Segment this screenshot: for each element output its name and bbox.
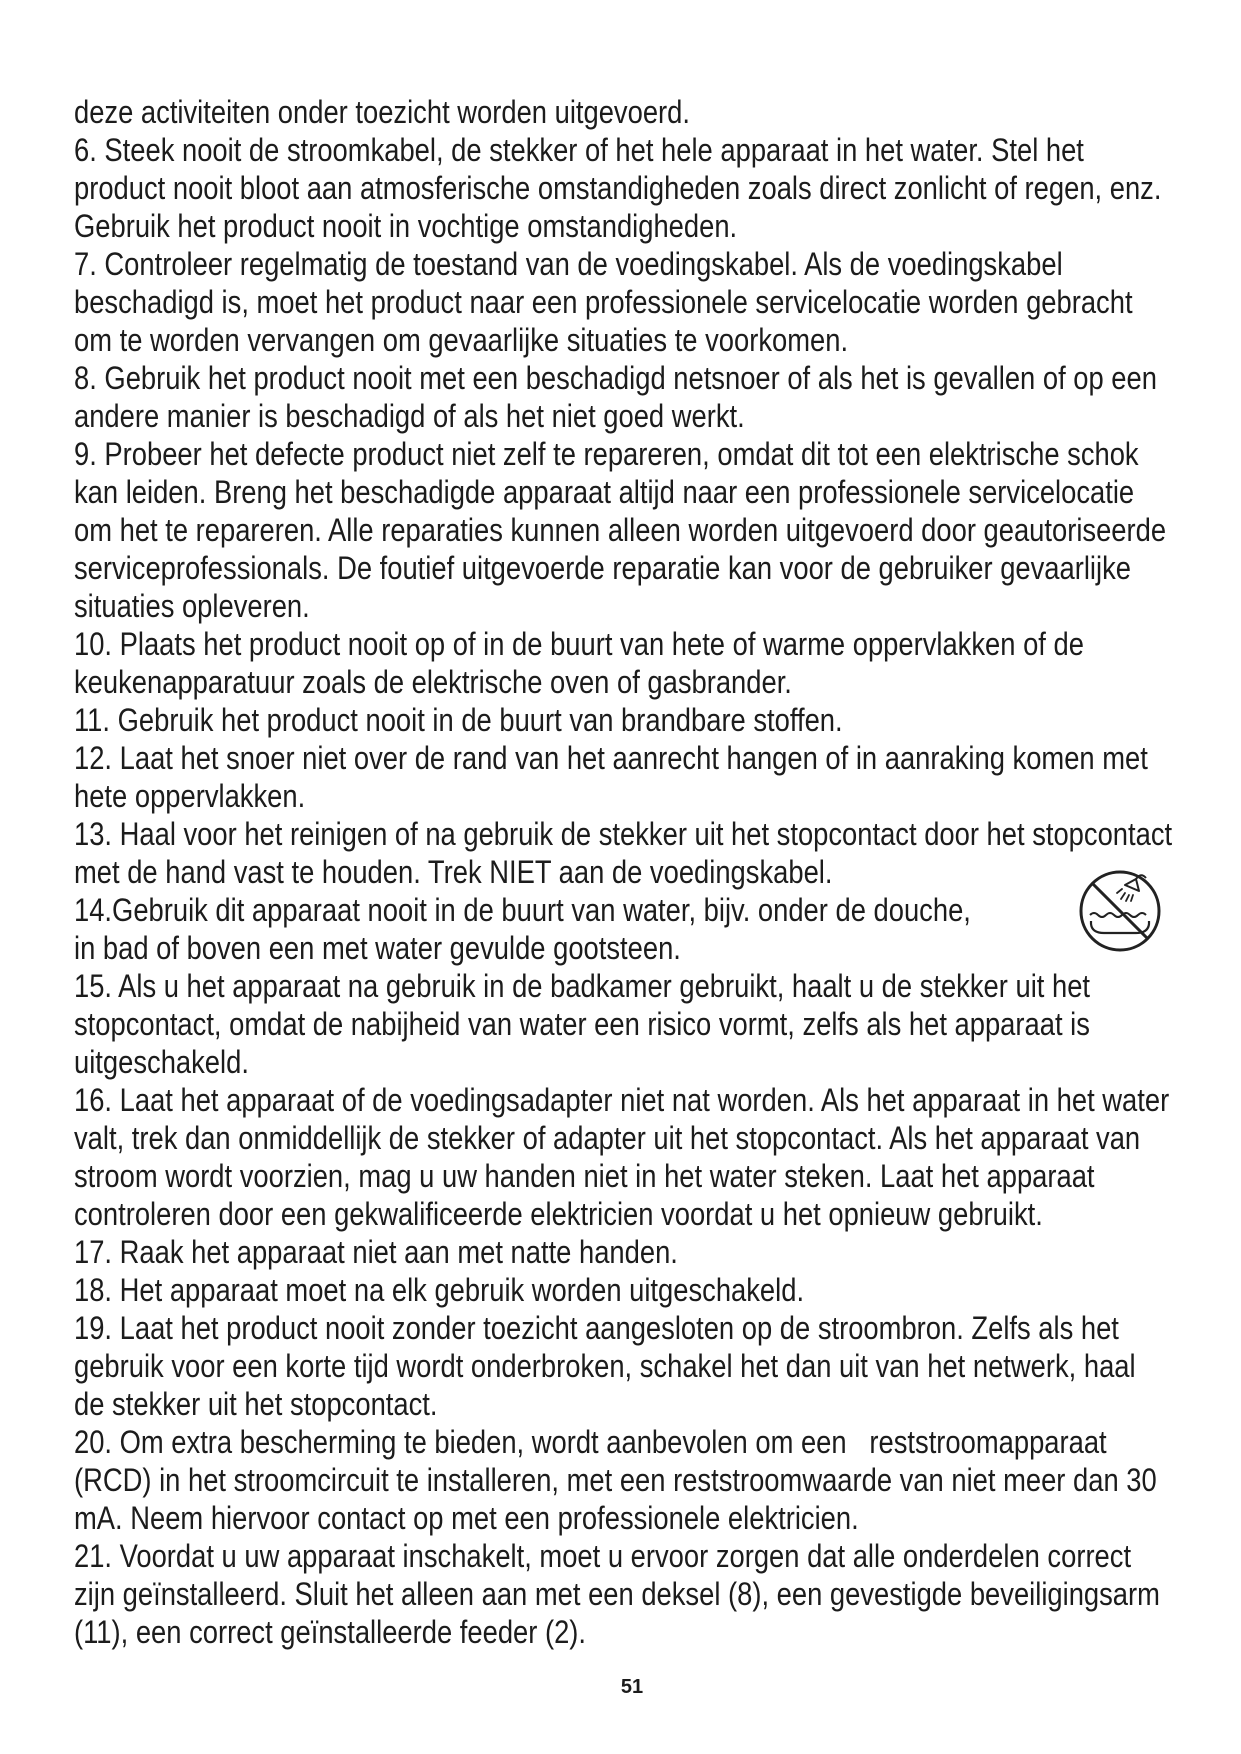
text-line: serviceprofessionals. De foutief uitgevoerde reparatie kan voor de gebruiker gevaarlijke [74,550,1131,586]
text-line: beschadigd is, moet het product naar een professionele servicelocatie worden gebracht [74,284,1133,320]
paragraph-continuation [74,93,1174,131]
text-line: zijn geïnstalleerd. Sluit het alleen aan met een deksel (8), een gevestigde beveiligingsarm [74,1576,1160,1612]
text-line: 16. Laat het apparaat of de voedingsadapter niet nat worden. Als het apparaat in het water [74,1082,1170,1118]
instruction-item-16 [74,1081,1174,1233]
text-line: 12. Laat het snoer niet over de rand van het aanrecht hangen of in aanraking komen met [74,740,1148,776]
text-line: met de hand vast te houden. Trek NIET aan de voedingskabel. [74,854,833,890]
text-line: (11), een correct geïnstalleerde feeder (2). [74,1614,586,1650]
text-line: 19. Laat het product nooit zonder toezicht aangesloten op de stroombron. Zelfs als het [74,1310,1119,1346]
instruction-item-11 [74,701,1174,739]
text-line: de stekker uit het stopcontact. [74,1386,438,1422]
text-line: 6. Steek nooit de stroomkabel, de stekker of het hele apparaat in het water. Stel het [74,132,1084,168]
text-line: product nooit bloot aan atmosferische omstandigheden zoals direct zonlicht of regen, enz. [74,170,1162,206]
text-line: mA. Neem hiervoor contact op met een professionele elektricien. [74,1500,859,1536]
safety-instructions [74,93,1174,1651]
instruction-item-19 [74,1309,1174,1423]
instruction-item-17 [74,1233,1174,1271]
text-line: hete oppervlakken. [74,778,306,814]
text-line: 17. Raak het apparaat niet aan met natte handen. [74,1234,678,1270]
instruction-item-9 [74,435,1174,625]
text-line: 7. Controleer regelmatig de toestand van de voedingskabel. Als de voedingskabel [74,246,1063,282]
text-line: 11. Gebruik het product nooit in de buurt van brandbare stoffen. [74,702,843,738]
text-line: Gebruik het product nooit in vochtige omstandigheden. [74,208,738,244]
instruction-item-15 [74,967,1174,1081]
text-line: 21. Voordat u uw apparaat inschakelt, moet u ervoor zorgen dat alle onderdelen correct [74,1538,1132,1574]
instruction-item-20 [74,1423,1174,1537]
text-line: 10. Plaats het product nooit op of in de buurt van hete of warme oppervlakken of de [74,626,1084,662]
instruction-item-14 [74,891,1174,967]
text-line: 8. Gebruik het product nooit met een beschadigd netsnoer of als het is gevallen of op een [74,360,1157,396]
text-line: stopcontact, omdat de nabijheid van water een risico vormt, zelfs als het apparaat is [74,1006,1090,1042]
text-line: 9. Probeer het defecte product niet zelf te repareren, omdat dit tot een elektrische schok [74,436,1139,472]
text-line: situaties opleveren. [74,588,310,624]
instruction-item-10 [74,625,1174,701]
page-number: 51 [620,1676,644,1698]
text-line: valt, trek dan onmiddellijk de stekker of adapter uit het stopcontact. Als het apparaat van [74,1120,1141,1156]
text-line: om te worden vervangen om gevaarlijke situaties te voorkomen. [74,322,849,358]
text-line: kan leiden. Breng het beschadigde apparaat altijd naar een professionele servicelocatie [74,474,1135,510]
text-line: deze activiteiten onder toezicht worden uitgevoerd. [74,94,690,130]
text-line: gebruik voor een korte tijd wordt onderbroken, schakel het dan uit van het netwerk, haal [74,1348,1136,1384]
instruction-item-6 [74,131,1174,245]
instruction-item-21 [74,1537,1174,1651]
text-line: keukenapparatuur zoals de elektrische oven of gasbrander. [74,664,792,700]
instruction-item-13 [74,815,1174,891]
instruction-item-12 [74,739,1174,815]
text-line: om het te repareren. Alle reparaties kunnen alleen worden uitgevoerd door geautoriseerde [74,512,1167,548]
text-line: controleren door een gekwalificeerde elektricien voordat u het opnieuw gebruikt. [74,1196,1043,1232]
text-line: stroom wordt voorzien, mag u uw handen niet in het water steken. Laat het apparaat [74,1158,1095,1194]
text-line: (RCD) in het stroomcircuit te installeren, met een reststroomwaarde van niet meer dan 30 [74,1462,1157,1498]
instruction-item-7 [74,245,1174,359]
text-line: 20. Om extra bescherming te bieden, wordt aanbevolen om een reststroomapparaat [74,1424,1107,1460]
text-line: uitgeschakeld. [74,1044,249,1080]
no-bath-shower-icon [1078,869,1162,953]
text-line: 13. Haal voor het reinigen of na gebruik de stekker uit het stopcontact door het stopcontact [74,816,1173,852]
text-line: andere manier is beschadigd of als het niet goed werkt. [74,398,745,434]
text-line: 14.Gebruik dit apparaat nooit in de buurt van water, bijv. onder de douche, [74,892,971,928]
text-line: 15. Als u het apparaat na gebruik in de badkamer gebruikt, haalt u de stekker uit het [74,968,1091,1004]
instruction-item-8 [74,359,1174,435]
text-line: in bad of boven een met water gevulde gootsteen. [74,930,681,966]
text-line: 18. Het apparaat moet na elk gebruik worden uitgeschakeld. [74,1272,805,1308]
instruction-item-18 [74,1271,1174,1309]
